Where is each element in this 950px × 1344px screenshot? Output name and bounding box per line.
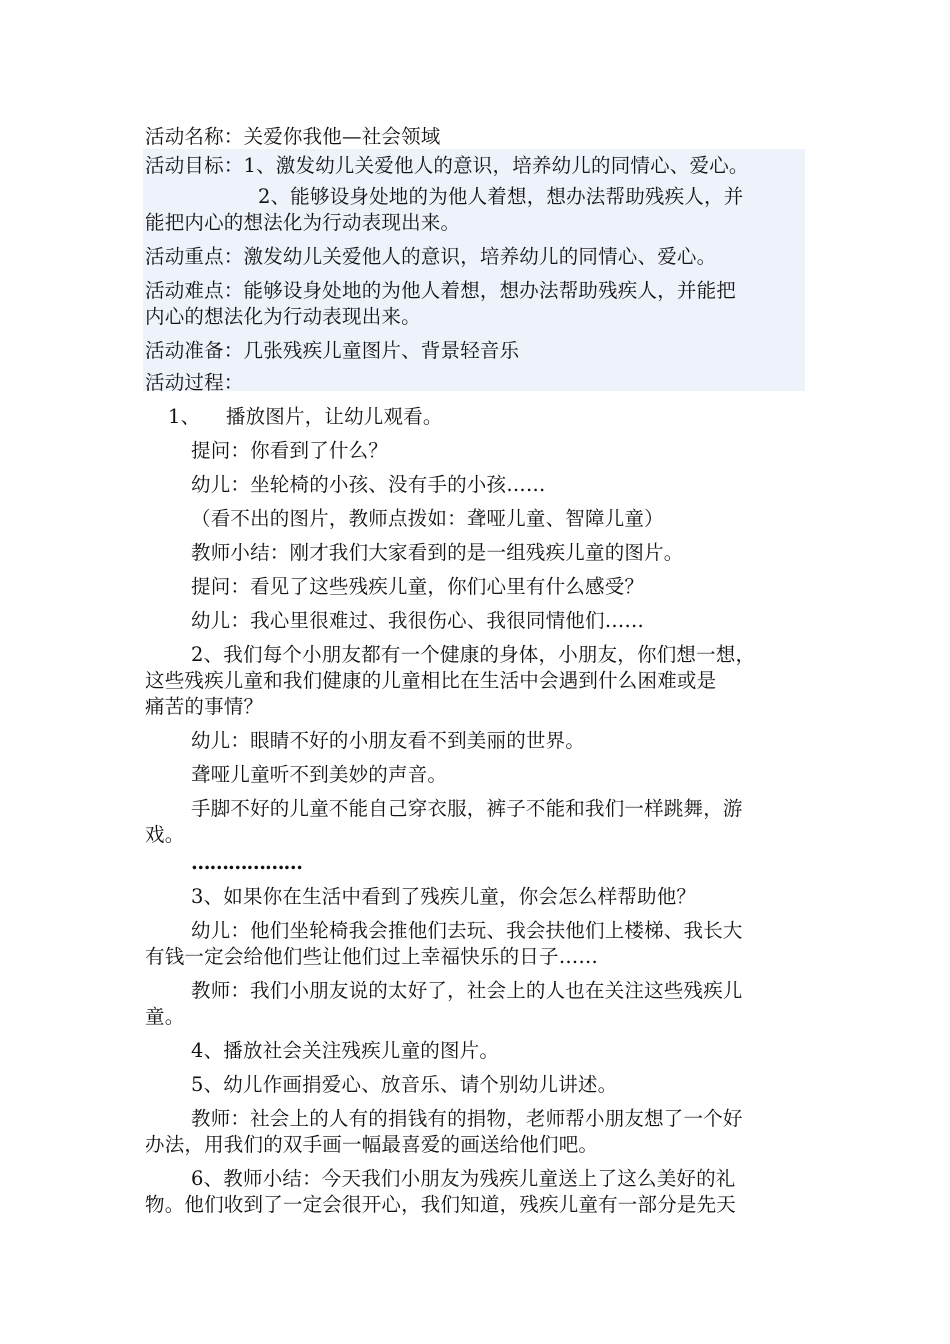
ellipsis-line: ……………… — [191, 851, 302, 874]
step-1: 1、 播放图片，让幼儿观看。 — [168, 405, 443, 428]
step-6: 6、教师小结：今天我们小朋友为残疾儿童送上了这么美好的礼 — [191, 1167, 736, 1190]
teacher-1-cont: 童。 — [145, 1005, 185, 1028]
step-3: 3、如果你在生活中看到了残疾儿童，你会怎么样帮助他？ — [191, 885, 697, 908]
activity-goal-2: 2、能够设身处地的为他人着想，想办法帮助残疾人，并 — [258, 185, 744, 208]
answer-1: 幼儿：坐轮椅的小孩、没有手的小孩…… — [191, 473, 546, 496]
answer-4: 聋哑儿童听不到美妙的声音。 — [191, 763, 448, 786]
teacher-1: 教师：我们小朋友说的太好了，社会上的人也在关注这些残疾儿 — [191, 979, 743, 1002]
activity-name: 活动名称：关爱你我他—社会领域 — [145, 125, 441, 148]
activity-difficulty: 活动难点：能够设身处地的为他人着想，想办法帮助残疾人，并能把 — [145, 279, 737, 302]
teacher-2-cont: 办法，用我们的双手画一幅最喜爱的画送给他们吧。 — [145, 1133, 599, 1156]
activity-key-point: 活动重点：激发幼儿关爱他人的意识，培养幼儿的同情心、爱心。 — [145, 245, 717, 268]
activity-process-heading: 活动过程： — [145, 371, 244, 394]
step-5: 5、幼儿作画捐爱心、放音乐、请个别幼儿讲述。 — [191, 1073, 618, 1096]
answer-6-cont: 有钱一定会给他们些让他们过上幸福快乐的日子…… — [145, 945, 599, 968]
answer-2: 幼儿：我心里很难过、我很伤心、我很同情他们…… — [191, 609, 645, 632]
activity-difficulty-cont: 内心的想法化为行动表现出来。 — [145, 305, 421, 328]
question-1: 提问：你看到了什么？ — [191, 439, 389, 462]
question-2: 提问：看见了这些残疾儿童，你们心里有什么感受？ — [191, 575, 645, 598]
answer-6: 幼儿：他们坐轮椅我会推他们去玩、我会扶他们上楼梯、我长大 — [191, 919, 743, 942]
note-1: （看不出的图片，教师点拨如：聋哑儿童、智障儿童） — [191, 507, 664, 530]
activity-preparation: 活动准备：几张残疾儿童图片、背景轻音乐 — [145, 339, 520, 362]
step-2-cont-1: 这些残疾儿童和我们健康的儿童相比在生活中会遇到什么困难或是 — [145, 669, 717, 692]
step-2-cont-2: 痛苦的事情？ — [145, 695, 264, 718]
answer-5: 手脚不好的儿童不能自己穿衣服，裤子不能和我们一样跳舞，游 — [191, 797, 743, 820]
answer-3: 幼儿：眼睛不好的小朋友看不到美丽的世界。 — [191, 729, 586, 752]
step-4: 4、播放社会关注残疾儿童的图片。 — [191, 1039, 500, 1062]
teacher-2: 教师：社会上的人有的捐钱有的捐物，老师帮小朋友想了一个好 — [191, 1107, 743, 1130]
step-6-cont: 物。他们收到了一定会很开心，我们知道，残疾儿童有一部分是先天 — [145, 1193, 737, 1216]
activity-goal-2-cont: 能把内心的想法化为行动表现出来。 — [145, 211, 461, 234]
step-2: 2、我们每个小朋友都有一个健康的身体，小朋友，你们想一想， — [191, 643, 756, 666]
answer-5-cont: 戏。 — [145, 823, 185, 846]
activity-goal-1: 活动目标：1、激发幼儿关爱他人的意识，培养幼儿的同情心、爱心。 — [145, 154, 749, 177]
summary-1: 教师小结：刚才我们大家看到的是一组残疾儿童的图片。 — [191, 541, 684, 564]
